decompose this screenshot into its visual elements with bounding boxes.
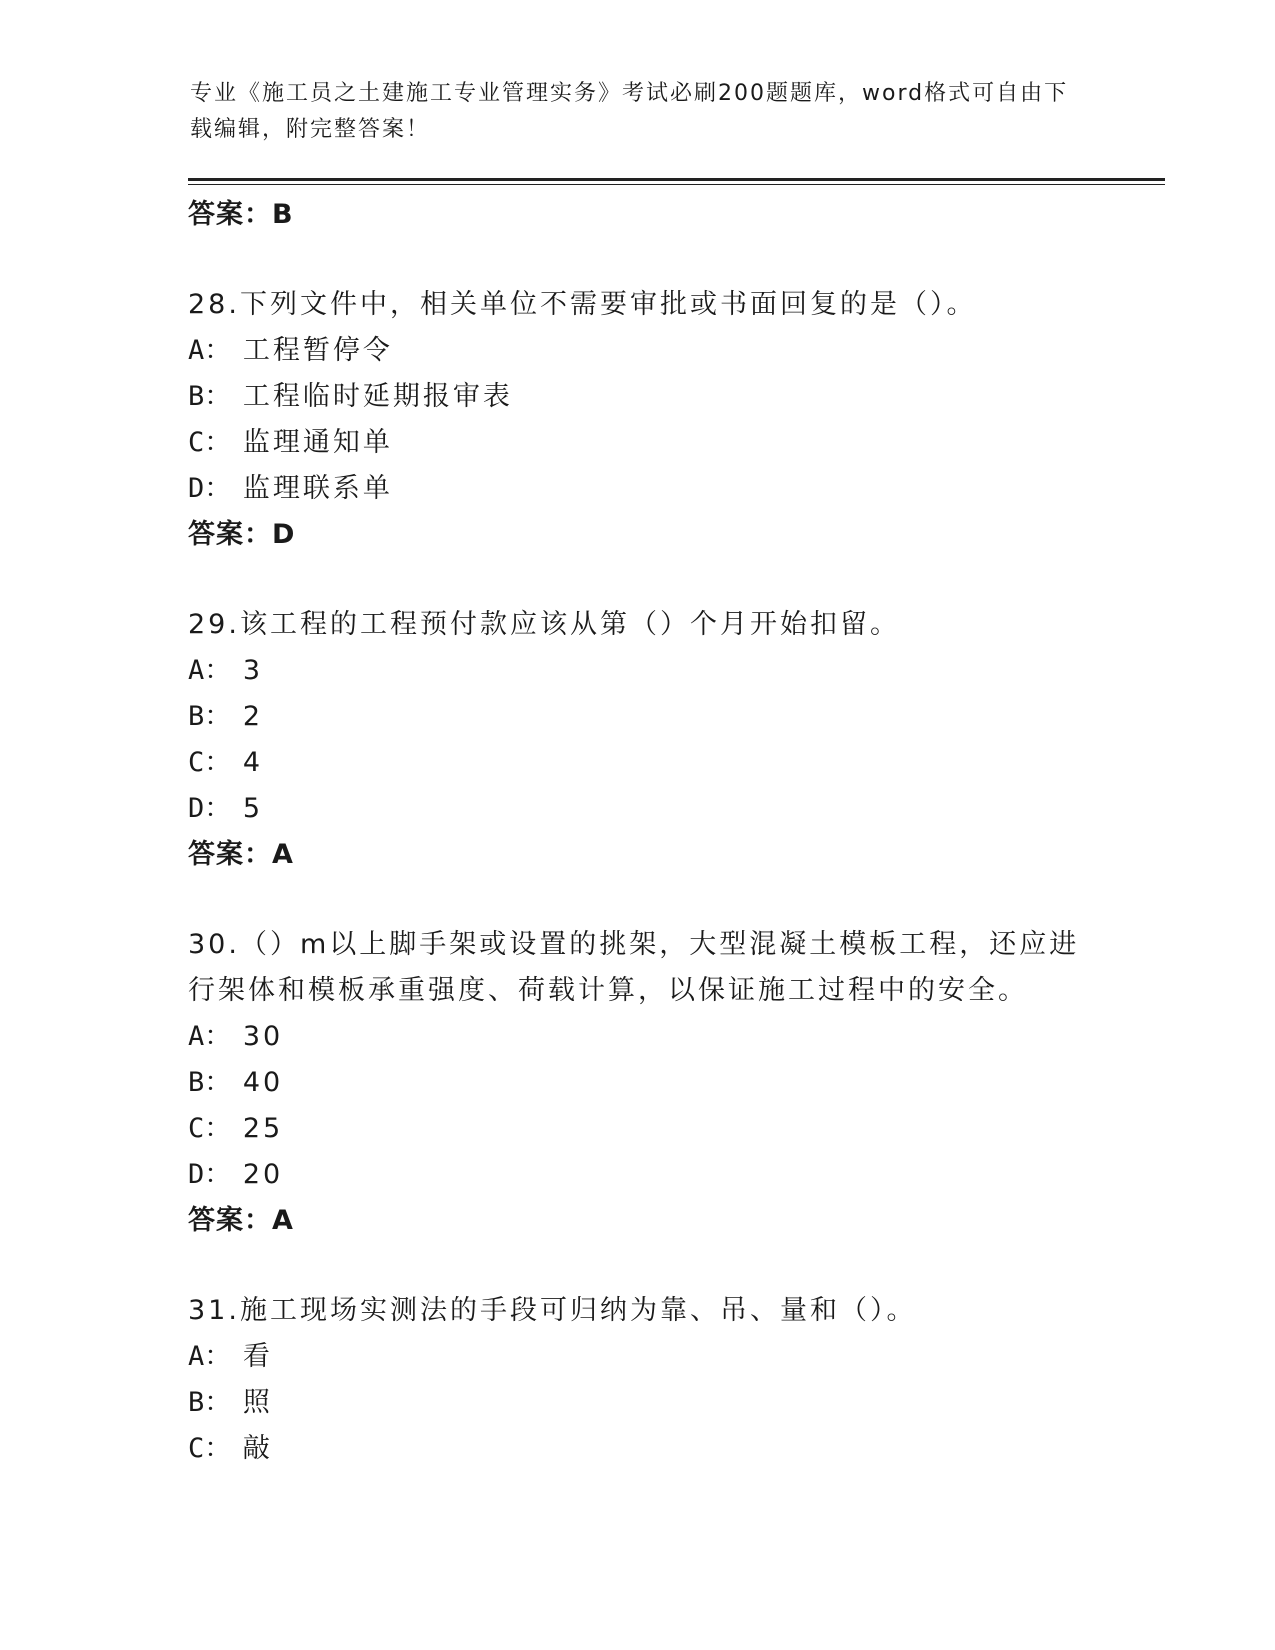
option-text: 照 [242, 1387, 273, 1418]
option-text: 4 [242, 747, 264, 778]
option-text: 3 [242, 655, 264, 686]
header-divider-thick [188, 178, 1165, 181]
option-b [188, 1060, 1088, 1106]
question-list [188, 190, 1088, 1472]
option-c [188, 420, 1088, 466]
question-text: 30.（）m以上脚手架或设置的挑架，大型混凝土模板工程，还应进行架体和模板承重强度、荷载计算，以保证施工过程中的安全。 [188, 929, 1080, 1006]
option-text: 监理联系单 [242, 473, 393, 504]
option-key: A： [188, 655, 232, 686]
option-key: D： [188, 1159, 232, 1190]
option-key: A： [188, 335, 232, 366]
option-text: 敲 [242, 1433, 273, 1464]
option-text: 2 [242, 701, 264, 732]
option-text: 工程临时延期报审表 [242, 381, 513, 412]
option-key: D： [188, 473, 232, 504]
option-key: B： [188, 381, 232, 412]
option-key: C： [188, 747, 232, 778]
option-key: A： [188, 1341, 232, 1372]
header-divider-thin [188, 184, 1165, 185]
option-key: B： [188, 1067, 232, 1098]
document-header: 专业《施工员之土建施工专业管理实务》考试必刷200题题库，word格式可自由下载编辑，附完整答案！ [190, 81, 1069, 142]
question-text: 28.下列文件中，相关单位不需要审批或书面回复的是（）。 [188, 289, 977, 320]
answer-label: 答案：A [188, 1205, 294, 1236]
option-text: 40 [242, 1067, 284, 1098]
option-a [188, 648, 1088, 694]
option-d [188, 786, 1088, 832]
option-text: 监理通知单 [242, 427, 393, 458]
option-c [188, 1426, 1088, 1472]
option-a [188, 328, 1088, 374]
answer-label: 答案：B [188, 199, 294, 230]
option-a [188, 1334, 1088, 1380]
answer-label: 答案：A [188, 839, 294, 870]
question-text: 31.施工现场实测法的手段可归纳为靠、吊、量和（）。 [188, 1295, 917, 1326]
option-text: 20 [242, 1159, 284, 1190]
option-b [188, 374, 1088, 420]
option-b [188, 1380, 1088, 1426]
option-key: B： [188, 1387, 232, 1418]
answer-label: 答案：D [188, 519, 296, 550]
option-d [188, 1152, 1088, 1198]
option-text: 30 [242, 1021, 284, 1052]
option-key: D： [188, 793, 232, 824]
option-key: A： [188, 1021, 232, 1052]
option-key: B： [188, 701, 232, 732]
option-b [188, 694, 1088, 740]
option-key: C： [188, 427, 232, 458]
option-text: 25 [242, 1113, 284, 1144]
option-d [188, 466, 1088, 512]
option-c [188, 1106, 1088, 1152]
option-key: C： [188, 1113, 232, 1144]
option-a [188, 1014, 1088, 1060]
option-c [188, 740, 1088, 786]
option-text: 工程暂停令 [242, 335, 393, 366]
option-text: 看 [242, 1341, 273, 1372]
option-text: 5 [242, 793, 264, 824]
question-text: 29.该工程的工程预付款应该从第（）个月开始扣留。 [188, 609, 900, 640]
option-key: C： [188, 1433, 232, 1464]
